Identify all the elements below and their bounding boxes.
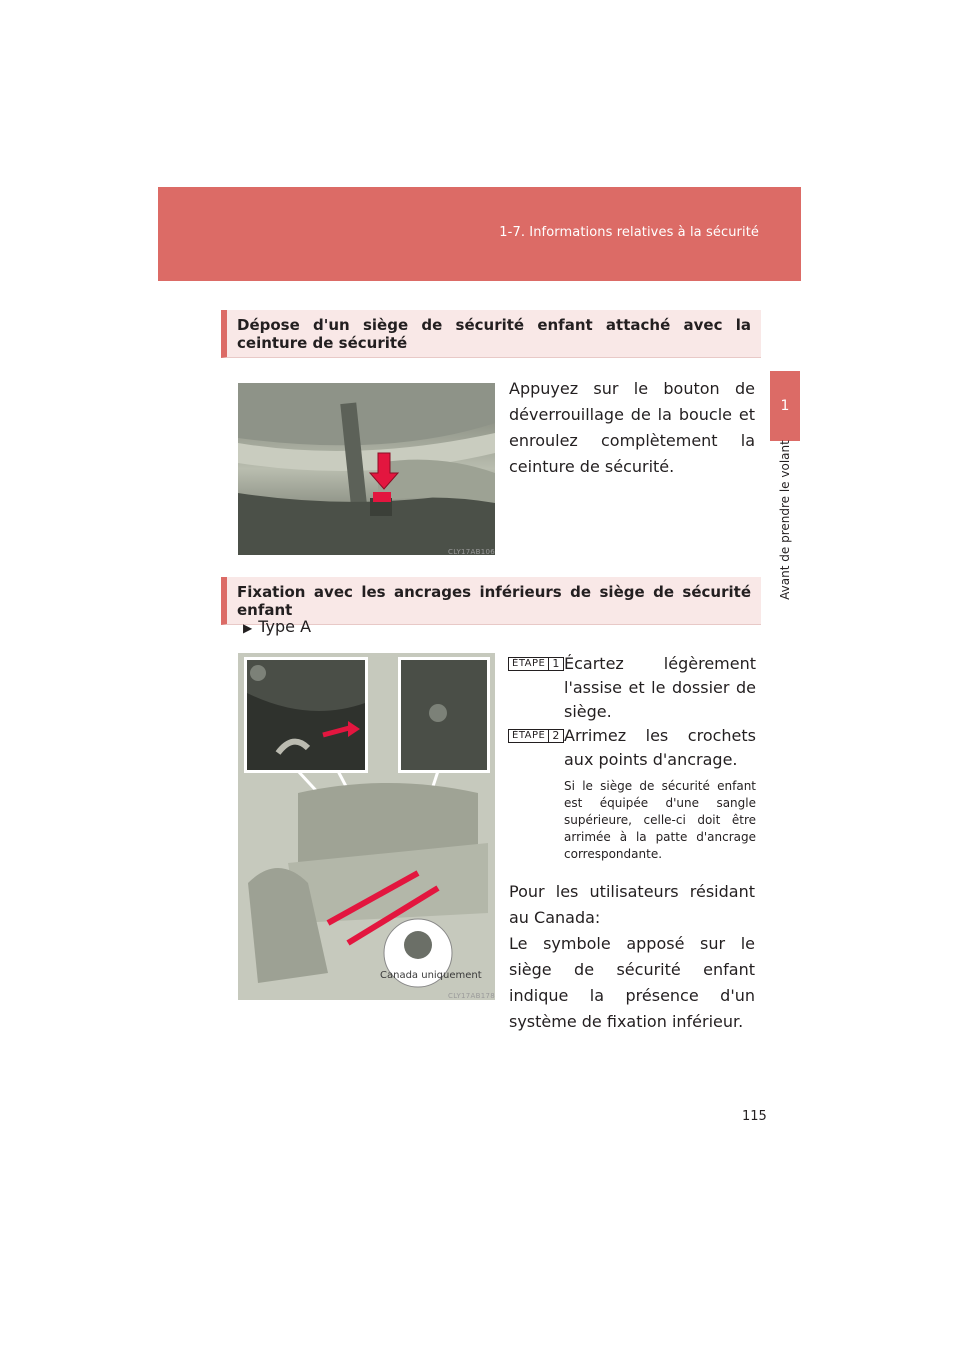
chapter-tab: 1 — [770, 371, 800, 441]
header-band — [158, 187, 801, 281]
photo-seatbelt-buckle — [238, 383, 495, 555]
step-badge-2 — [508, 729, 564, 743]
step-badge-number: 2 — [548, 729, 564, 743]
canada-text: Le symbole apposé sur le siège de sécurité enfant indique la présence d'un système de fixation inférieur. — [509, 934, 755, 1031]
top-strap-note: Si le siège de sécurité enfant est équipée d'une sangle supérieure, celle-ci doit être arrimée à la patte d'ancrage correspondante. — [564, 779, 756, 861]
image-code-2: CLY17AB178 — [448, 992, 495, 1000]
type-label: Type A — [258, 617, 312, 636]
chapter-side-label: Avant de prendre le volant — [778, 440, 792, 600]
step-1-text: Écartez légèrement l'assise et le dossier de siège. — [564, 654, 756, 721]
chapter-title: 1-7. Informations relatives à la sécurité — [499, 225, 759, 240]
removal-instruction: Appuyez sur le bouton de déverrouillage de la boucle et enroulez complètement la ceinture de sécurité. — [509, 379, 755, 476]
image-code-1: CLY17AB106 — [448, 548, 495, 556]
bullet-triangle-icon: ▶ — [243, 621, 253, 635]
section-title-removal: Dépose d'un siège de sécurité enfant attaché avec la ceinture de sécurité — [221, 310, 761, 358]
step-badge-number: 1 — [548, 657, 564, 671]
step-badge-1 — [508, 657, 564, 671]
step-badge-label: ÉTAPE — [508, 729, 548, 743]
canada-heading: Pour les utilisateurs résidant au Canada: — [509, 882, 755, 927]
canada-only-label: Canada uniquement — [380, 970, 482, 981]
page-number: 115 — [742, 1109, 767, 1124]
step-2-text: Arrimez les crochets aux points d'ancrage. — [564, 726, 756, 769]
photo-lower-anchors — [238, 653, 495, 1000]
step-badge-label: ÉTAPE — [508, 657, 548, 671]
section-title-lower-anchors: Fixation avec les ancrages inférieurs de siège de sécurité enfant — [221, 577, 761, 625]
type-bullet — [243, 617, 311, 636]
